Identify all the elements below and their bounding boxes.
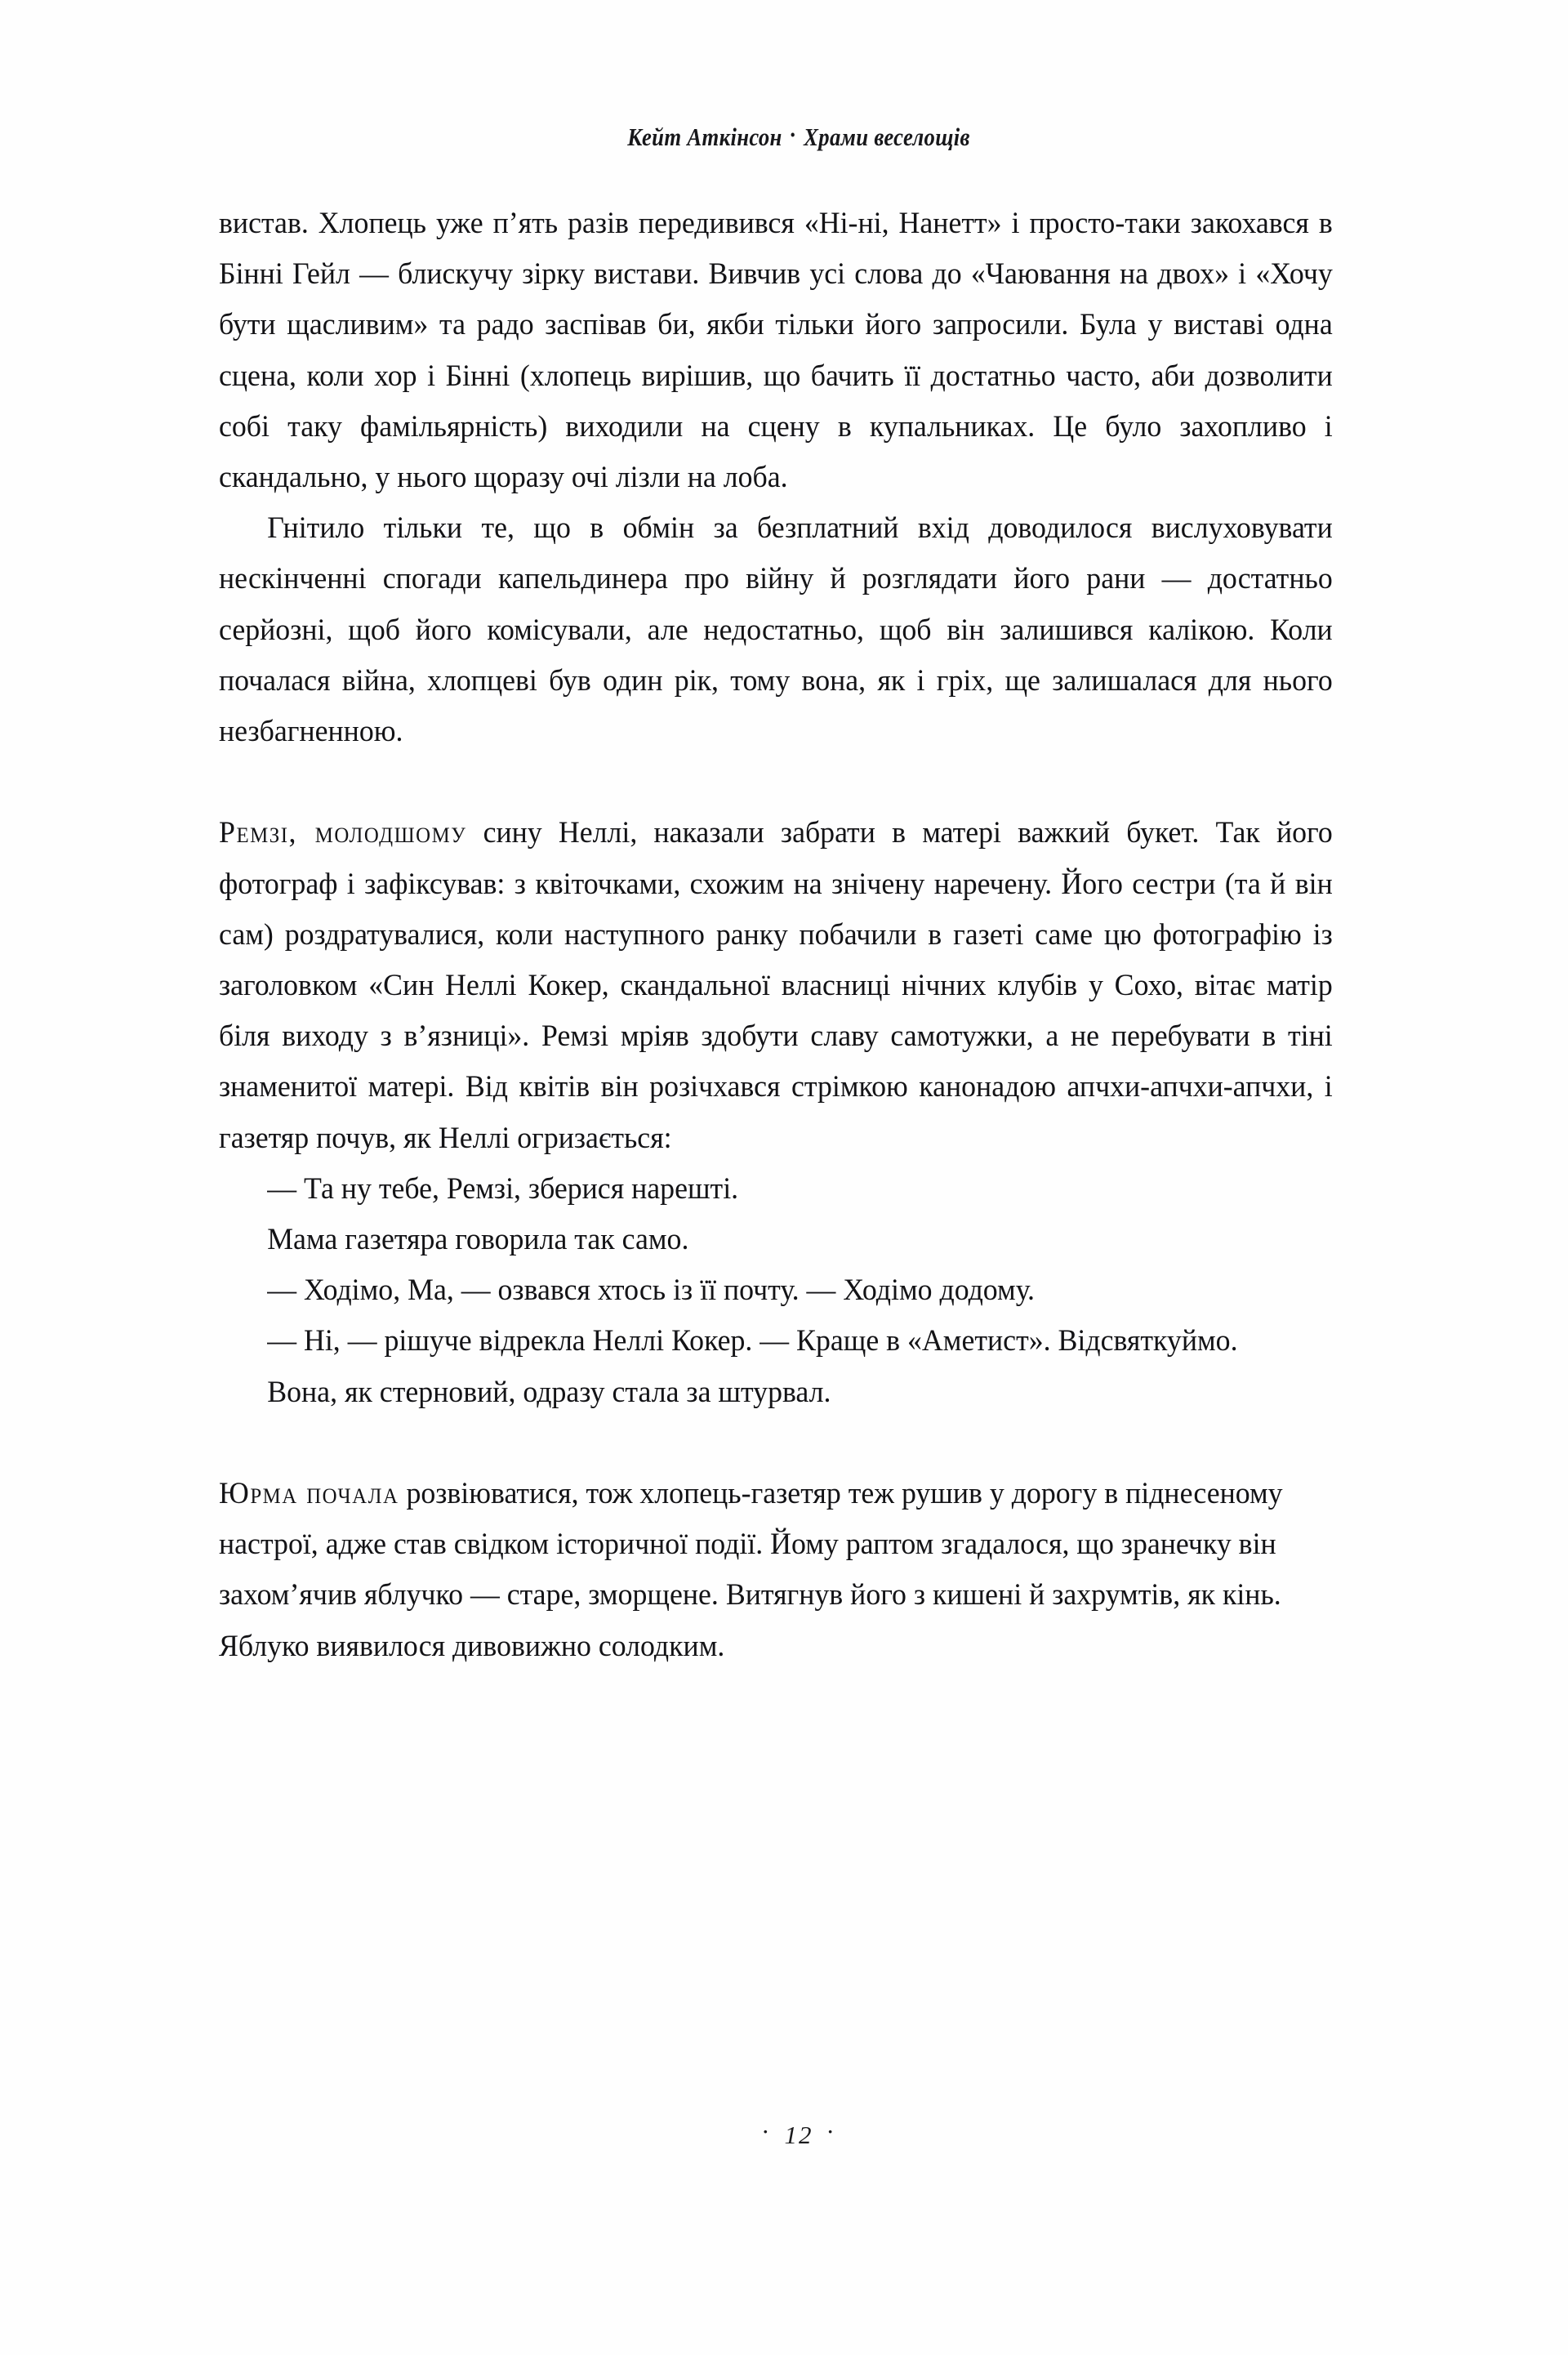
folio-number: 12: [784, 2121, 813, 2149]
folio-dot-left: ·: [761, 2117, 772, 2146]
paragraph: [219, 1215, 1333, 1265]
section-opener-smallcaps: Юрма почала: [219, 1477, 399, 1511]
paragraph-text: — Та ну тебе, Ремзі, зберися нарешті.: [267, 1171, 739, 1206]
paragraph: [219, 198, 1333, 503]
paragraph-text: Мама газетяра говорила так само.: [267, 1223, 689, 1257]
paragraph: [219, 1367, 1333, 1418]
folio-dot-right: ·: [826, 2117, 836, 2146]
running-head-separator: ·: [789, 120, 797, 149]
paragraph-text: вистав. Хлопець уже п’ять разів передивився «Ні-ні, Нанетт» і просто-таки закохався в Бінні Гейл — блискучу зірку вистави. Вивчив усі слова до «Чаювання на двох» і «Хочу бути щасливим» та радо заспівав би, якби тільки його запросили. Була у виставі одна сцена, коли хор і Бінні (хлопець вирішив, що бачить її достатньо часто, аби дозволити собі таку фамільярність) виходили на сцену в купальниках. Це було захопливо і скандально, у нього щоразу очі лізли на лоба.: [219, 207, 1333, 495]
paragraph: [219, 808, 1333, 1163]
paragraph-text: Гнітило тільки те, що в обмін за безплатний вхід доводилося вислуховувати нескінченні спогади капельдинера про війну й розглядати його рани — достатньо серйозні, щоб його комісували, але недостатньо, щоб він залишився калікою. Коли почалася війна, хлопцеві був один рік, тому вона, як і гріх, ще залишалася для нього незбагненною.: [219, 511, 1333, 749]
paragraph: [219, 1469, 1333, 1672]
running-head-title: Храми веселощів: [804, 123, 970, 151]
paragraph: [219, 1316, 1333, 1367]
paragraph-text: Вона, як стерновий, одразу стала за штурвал.: [267, 1375, 831, 1409]
paragraph-text: — Ні, — рішуче відрекла Неллі Кокер. — Краще в «Аметист». Відсвяткуймо.: [267, 1324, 1238, 1358]
section-opener-smallcaps: Ремзі, молодшому: [219, 816, 467, 850]
paragraph-text: сину Неллі, наказали забрати в матері важкий букет. Так його фотограф і зафіксував: з квіточками, схожим на знічену наречену. Його сестри (та й він сам) роздратувалися, коли наступного ранку побачили в газеті саме цю фотографію із заголовком «Син Неллі Кокер, скандальної власниці нічних клубів у Сохо, вітає матір біля виходу з в’язниці». Ремзі мріяв здобути славу самотужки, а не перебувати в тіні знаменитої матері. Від квітів він розічхався стрімкою канонадою апчхи-апчхи-апчхи, і газетяр почув, як Неллі огризається:: [219, 816, 1333, 1155]
paragraph: [219, 1164, 1333, 1215]
paragraph-text: розвіюватися, тож хлопець-газетяр теж рушив у дорогу в піднесеному настрої, адже став свідком історичної події. Йому раптом згадалося, що зранечку він захом’ячив яблучко — старе, зморщене. Витягнув його з кишені й захрумтів, як кінь. Яблуко виявилося дивовижно солодким.: [219, 1477, 1283, 1663]
running-head-author: Кейт Аткінсон: [627, 123, 782, 151]
paragraph: [219, 503, 1333, 757]
body-copy: [219, 198, 1385, 1672]
paragraph: [219, 1265, 1333, 1316]
page-folio: [219, 2117, 1379, 2150]
paragraph-text: — Ходімо, Ма, — озвався хтось із її почту. — Ходімо додому.: [267, 1273, 1035, 1308]
running-head: [300, 120, 1297, 152]
